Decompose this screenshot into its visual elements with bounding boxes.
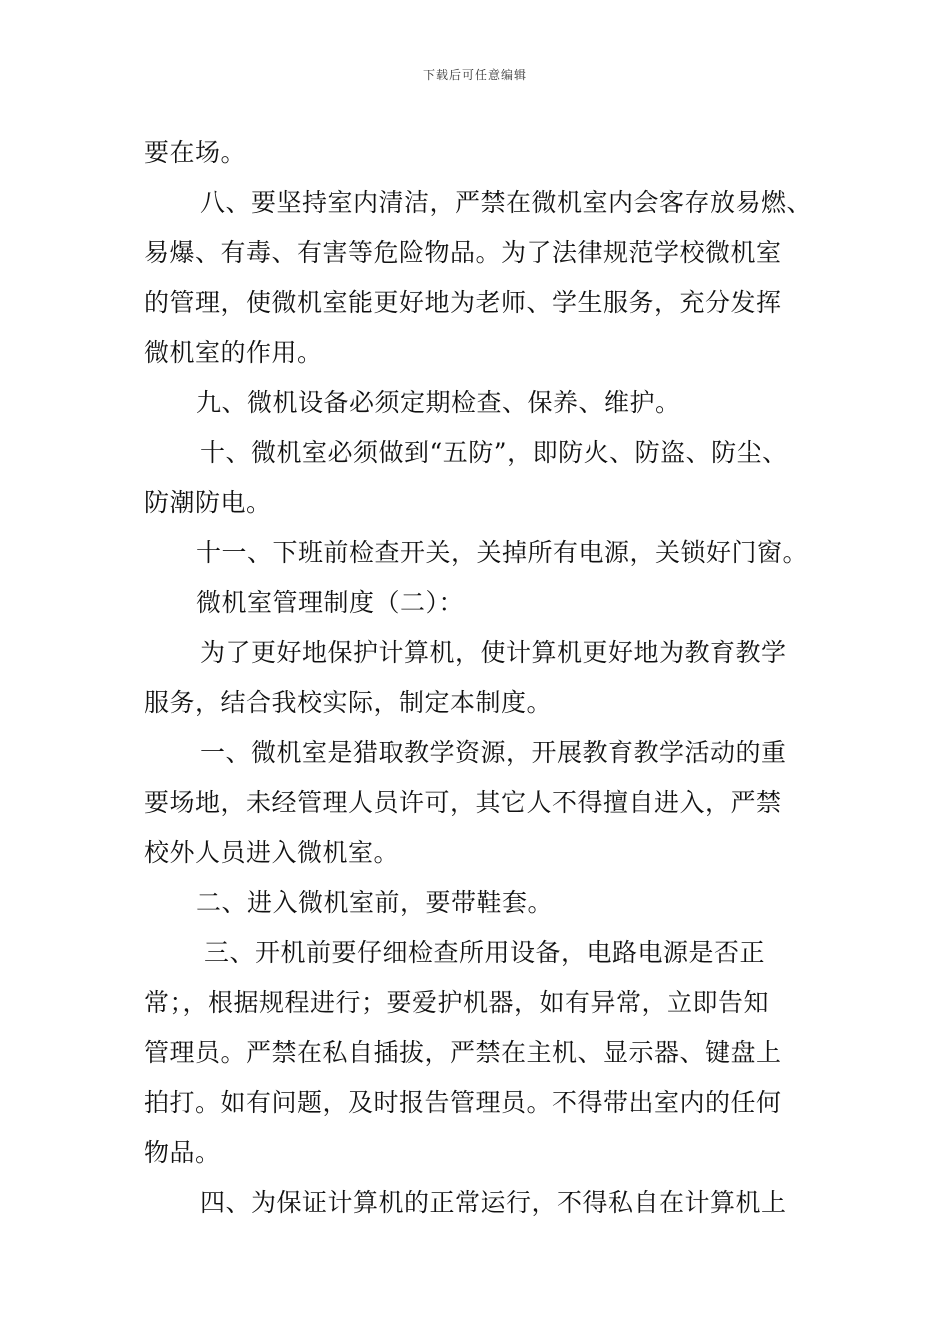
text-line: 拍打。如有问题，及时报告管理员。不得带出室内的任何 [144,1088,782,1117]
text-line: 十、微机室必须做到“五防”，即防火、防盗、防尘、 [200,438,788,467]
text-line: 的管理，使微机室能更好地为老师、学生服务，充分发挥 [144,288,782,317]
text-line: 四、为保证计算机的正常运行，不得私自在计算机上 [200,1188,787,1217]
text-line: 十一、下班前检查开关，关掉所有电源，关锁好门窗。 [196,538,809,567]
text-line: 易爆、有毒、有害等危险物品。为了法律规范学校微机室 [144,238,782,267]
text-line: 要场地，未经管理人员许可，其它人不得擅自进入，严禁 [144,788,782,817]
text-line: 服务，结合我校实际，制定本制度。 [144,688,553,717]
text-line: 为了更好地保护计算机，使计算机更好地为教育教学 [200,638,787,667]
document-body [144,128,834,1228]
text-line: 要在场。 [144,138,247,167]
text-line: 二、进入微机室前，要带鞋套。 [196,888,554,917]
text-line: 管理员。严禁在私自插拔，严禁在主机、显示器、键盘上 [144,1038,782,1067]
text-line: 物品。 [144,1138,221,1167]
text-line: 防潮防电。 [144,488,272,517]
text-line: 一、微机室是猎取教学资源，开展教育教学活动的重 [200,738,787,767]
text-line: 校外人员进入微机室。 [144,838,400,867]
text-line: 微机室的作用。 [144,338,323,367]
text-line: 三、开机前要仔细检查所用设备，电路电源是否正 [204,938,766,967]
page-header: 下载后可任意编辑 [422,68,527,82]
section-heading: 微机室管理制度（二）： [196,588,465,617]
text-line: 九、微机设备必须定期检查、保养、维护。 [196,388,681,417]
text-line: 八、要坚持室内清洁，严禁在微机室内会客存放易燃、 [200,188,813,217]
text-line: 常；，根据规程进行；要爱护机器，如有异常，立即告知 [144,988,770,1017]
